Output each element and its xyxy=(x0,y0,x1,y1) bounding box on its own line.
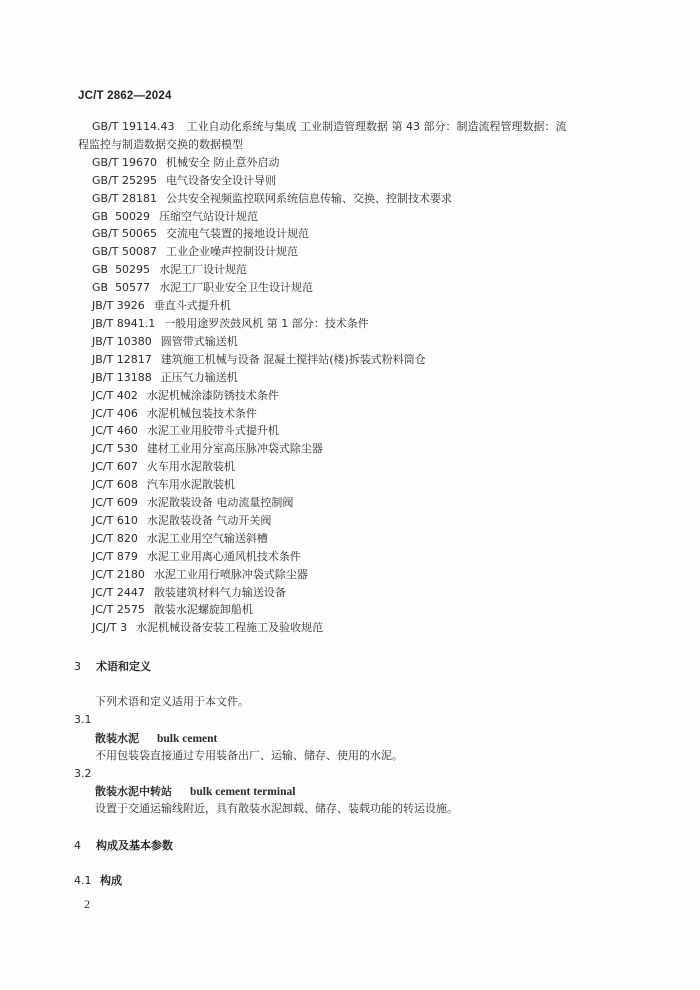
reference-code: JB/T 10380 xyxy=(92,334,152,348)
reference-title: 汽车用水泥散装机 xyxy=(146,478,235,492)
section-number: 4 xyxy=(74,839,81,852)
reference-item xyxy=(92,118,632,136)
reference-title: 工业企业噪声控制设计规范 xyxy=(166,245,298,259)
reference-item xyxy=(92,530,632,548)
reference-item xyxy=(92,225,632,243)
reference-item xyxy=(92,405,632,423)
reference-code: GB/T 19114.43 xyxy=(92,120,175,133)
reference-item xyxy=(92,494,632,512)
reference-title: 水泥工业用胶带斗式提升机 xyxy=(146,424,279,438)
reference-title: 正压气力输送机 xyxy=(160,370,238,384)
reference-title: 压缩空气站设计规范 xyxy=(159,209,259,223)
reference-code: JC/T 608 xyxy=(92,478,138,492)
reference-item xyxy=(92,243,632,261)
reference-title: 水泥散装设备 电动流量控制阀 xyxy=(146,496,294,510)
reference-title: 水泥工业用离心通风机技术条件 xyxy=(146,549,301,563)
reference-title: 水泥机械涂漆防锈技术条件 xyxy=(146,388,279,402)
term-number: 3.2 xyxy=(74,767,92,780)
reference-code: JC/T 2180 xyxy=(92,567,145,581)
section-title: 构成及基本参数 xyxy=(96,839,173,852)
reference-item xyxy=(92,297,632,315)
reference-code: JC/T 406 xyxy=(92,406,138,420)
reference-code: JC/T 879 xyxy=(92,549,138,563)
term-heading xyxy=(95,783,295,799)
reference-item xyxy=(92,208,632,226)
reference-item xyxy=(92,601,632,619)
reference-title: 一般用途罗茨鼓风机 第 1 部分：技术条件 xyxy=(164,316,369,330)
reference-item xyxy=(92,333,632,351)
reference-code: JC/T 2575 xyxy=(92,603,145,617)
section-3-intro: 下列术语和定义适用于本文件。 xyxy=(95,695,249,708)
reference-title: 公共安全视频监控联网系统信息传输、交换、控制技术要求 xyxy=(166,191,452,205)
reference-code: GB 50029 xyxy=(92,209,151,223)
reference-code: GB/T 28181 xyxy=(92,191,157,205)
term-zh: 散装水泥 xyxy=(95,732,139,745)
reference-item xyxy=(92,154,632,172)
reference-title: 水泥工业用行喷脉冲袋式除尘器 xyxy=(153,567,308,581)
reference-code: GB 50577 xyxy=(92,281,151,295)
reference-code: JC/T 530 xyxy=(92,442,138,456)
reference-title: 建材工业用分室高压脉冲袋式除尘器 xyxy=(146,442,323,456)
reference-item xyxy=(92,369,632,387)
reference-item xyxy=(92,512,632,530)
reference-code: JC/T 820 xyxy=(92,531,138,545)
term-en: bulk cement xyxy=(157,733,218,745)
reference-item xyxy=(92,548,632,566)
reference-item xyxy=(92,458,632,476)
section-4-1-heading xyxy=(74,872,122,888)
reference-item xyxy=(92,315,632,333)
reference-code: JC/T 2447 xyxy=(92,585,145,599)
term-heading xyxy=(95,730,217,746)
reference-title: 圆管带式输送机 xyxy=(160,334,238,348)
reference-item xyxy=(92,422,632,440)
reference-item xyxy=(92,190,632,208)
section-title: 构成 xyxy=(100,874,122,887)
reference-title: 散装水泥螺旋卸船机 xyxy=(153,603,253,617)
reference-title: 垂直斗式提升机 xyxy=(153,299,231,313)
reference-item xyxy=(92,584,632,602)
section-number: 3 xyxy=(74,660,81,673)
reference-item xyxy=(92,351,632,369)
reference-code: JB/T 13188 xyxy=(92,370,152,384)
reference-item xyxy=(92,387,632,405)
section-number: 4.1 xyxy=(74,874,92,887)
reference-code: JC/T 609 xyxy=(92,496,138,510)
reference-title: 火车用水泥散装机 xyxy=(146,460,235,474)
reference-title-continuation: 程监控与制造数据交换的数据模型 xyxy=(78,137,243,151)
reference-title: 水泥散装设备 气动开关阀 xyxy=(146,513,272,527)
reference-title: 机械安全 防止意外启动 xyxy=(166,155,280,169)
section-title: 术语和定义 xyxy=(96,660,151,673)
reference-code: JC/T 610 xyxy=(92,513,138,527)
reference-title: 散装建筑材料气力输送设备 xyxy=(153,585,286,599)
section-4-heading xyxy=(74,837,173,853)
section-3-heading xyxy=(74,658,151,674)
reference-item xyxy=(92,172,632,190)
reference-item xyxy=(92,440,632,458)
reference-code: JC/T 402 xyxy=(92,388,138,402)
reference-code: JB/T 12817 xyxy=(92,352,152,366)
normative-references-list xyxy=(78,118,632,637)
reference-code: GB/T 19670 xyxy=(92,155,157,169)
reference-code: JCJ/T 3 xyxy=(92,621,128,635)
reference-title: 工业自动化系统与集成 工业制造管理数据 第 43 部分：制造流程管理数据：流 xyxy=(186,120,567,133)
reference-code: JC/T 607 xyxy=(92,460,138,474)
reference-title: 电气设备安全设计导则 xyxy=(166,173,276,187)
term-number: 3.1 xyxy=(74,713,92,726)
reference-code: GB/T 25295 xyxy=(92,173,157,187)
reference-code: JB/T 8941.1 xyxy=(92,316,156,330)
reference-item xyxy=(92,476,632,494)
reference-title: 水泥机械包装技术条件 xyxy=(146,406,257,420)
reference-title: 建筑施工机械与设备 混凝土搅拌站(楼)拆装式粉料筒仓 xyxy=(160,352,426,366)
document-header: JC/T 2862—2024 xyxy=(78,90,172,102)
reference-item xyxy=(92,279,632,297)
reference-item xyxy=(92,566,632,584)
page-number: 2 xyxy=(84,897,90,911)
reference-code: JB/T 3926 xyxy=(92,299,145,313)
reference-title: 水泥工厂设计规范 xyxy=(159,263,248,277)
reference-item xyxy=(92,261,632,279)
reference-title: 水泥工业用空气输送斜槽 xyxy=(146,531,268,545)
term-definition: 设置于交通运输线附近，具有散装水泥卸载、储存、装载功能的转运设施。 xyxy=(95,802,458,815)
reference-code: GB/T 50087 xyxy=(92,245,157,259)
reference-title: 水泥机械设备安装工程施工及验收规范 xyxy=(136,621,324,635)
reference-code: JC/T 460 xyxy=(92,424,138,438)
reference-title: 水泥工厂职业安全卫生设计规范 xyxy=(159,281,314,295)
term-definition: 不用包装袋直接通过专用装备出厂、运输、储存、使用的水泥。 xyxy=(95,749,403,762)
reference-item xyxy=(92,619,632,637)
term-zh: 散装水泥中转站 xyxy=(95,785,172,798)
term-en: bulk cement terminal xyxy=(190,786,296,798)
reference-title: 交流电气装置的接地设计规范 xyxy=(166,227,309,241)
reference-code: GB/T 50065 xyxy=(92,227,157,241)
reference-code: GB 50295 xyxy=(92,263,151,277)
